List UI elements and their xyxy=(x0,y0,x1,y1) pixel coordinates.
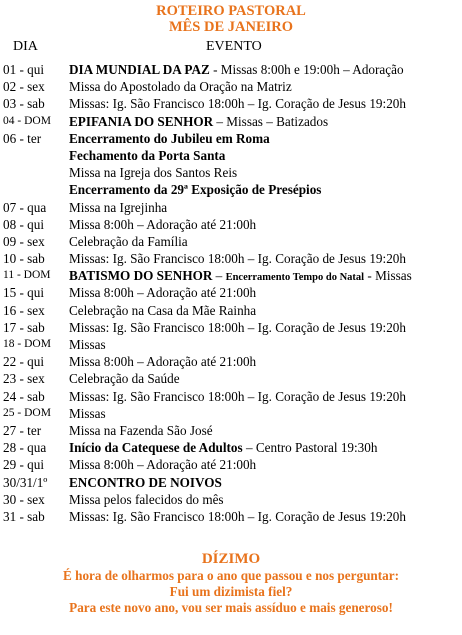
row-date: 30 - sex xyxy=(3,491,45,507)
page-subtitle: MÊS DE JANEIRO xyxy=(168,19,294,35)
event-text: Missas xyxy=(69,337,106,352)
row-date: 18 - DOM xyxy=(3,338,51,350)
row-event xyxy=(69,61,404,78)
row-event xyxy=(69,456,256,473)
row-event xyxy=(69,319,406,336)
row-event xyxy=(69,147,225,164)
schedule-row xyxy=(0,456,462,473)
schedule-row xyxy=(0,130,462,147)
schedule-row xyxy=(0,439,462,456)
footer-line-3: Para este novo ano, vou ser mais assíduo e mais generoso! xyxy=(69,600,393,615)
row-date: 25 - DOM xyxy=(3,406,51,419)
schedule-row xyxy=(0,353,462,370)
event-text: Missa 8:00h – Adoração até 21:00h xyxy=(69,216,257,232)
footer-title: DÍZIMO xyxy=(201,551,261,567)
row-event xyxy=(69,370,180,387)
row-date: 27 - ter xyxy=(3,422,42,438)
event-note: Encerramento Tempo do Natal xyxy=(225,272,365,284)
event-text: Missas xyxy=(69,405,106,421)
schedule-row xyxy=(0,199,462,216)
row-date: 11 - DOM xyxy=(3,269,51,282)
event-highlight: Encerramento do Jubileu em Roma xyxy=(69,130,270,146)
row-date: 03 - sab xyxy=(3,96,45,112)
row-date: 29 - qui xyxy=(3,457,45,473)
schedule-row xyxy=(0,113,462,130)
schedule-row xyxy=(0,61,462,78)
row-event xyxy=(69,439,377,456)
event-text: Missas: Ig. São Francisco 18:00h – Ig. Coração de Jesus 19:20h xyxy=(69,251,406,267)
event-text: Missa pelos falecidos do mês xyxy=(69,491,224,507)
schedule-row xyxy=(0,216,462,233)
event-highlight: Encerramento da 29ª Exposição de Presépios xyxy=(69,182,322,198)
event-text: Missas: Ig. São Francisco 18:00h – Ig. Coração de Jesus 19:20h xyxy=(69,508,406,524)
row-event xyxy=(69,508,406,525)
event-text: – Missas – Batizados xyxy=(213,113,329,129)
schedule-row xyxy=(0,78,462,95)
schedule-row xyxy=(0,319,462,336)
event-text: Missas: Ig. São Francisco 18:00h – Ig. Coração de Jesus 19:20h xyxy=(69,319,406,335)
schedule-row xyxy=(0,233,462,250)
schedule-row xyxy=(0,388,462,405)
row-event xyxy=(69,199,167,216)
event-highlight: Fechamento da Porta Santa xyxy=(69,147,226,163)
event-highlight: Início da Catequese de Adultos xyxy=(69,440,243,456)
event-text: - Missas 8:00h e 19:00h – Adoração xyxy=(209,62,404,77)
row-date: 31 - sab xyxy=(3,508,45,524)
event-text: Missa na Fazenda São José xyxy=(69,422,213,438)
row-date: 28 - qua xyxy=(3,440,47,456)
row-event xyxy=(69,78,292,95)
schedule-row xyxy=(0,508,462,525)
event-highlight: EPIFANIA DO SENHOR xyxy=(69,113,214,129)
row-event xyxy=(69,113,328,130)
event-text: Missa 8:00h – Adoração até 21:00h xyxy=(69,457,257,473)
schedule-row xyxy=(0,95,462,112)
row-date: 17 - sab xyxy=(3,319,45,335)
row-event xyxy=(69,284,256,301)
schedule-row xyxy=(0,284,462,301)
row-event xyxy=(69,353,256,370)
schedule-row xyxy=(0,250,462,267)
event-text: Missas: Ig. São Francisco 18:00h – Ig. Coração de Jesus 19:20h xyxy=(69,388,406,404)
schedule-row xyxy=(0,370,462,387)
schedule-row xyxy=(0,491,462,508)
event-text: Missa 8:00h – Adoração até 21:00h xyxy=(69,354,257,370)
row-event xyxy=(69,181,321,198)
footer-line-1: É hora de olharmos para o ano que passou e nos perguntar: xyxy=(63,568,399,583)
schedule-row xyxy=(0,302,462,319)
schedule-row xyxy=(0,267,462,284)
row-date: 04 - DOM xyxy=(3,114,51,127)
row-date: 08 - qui xyxy=(3,216,45,232)
row-event xyxy=(69,233,188,250)
column-header-event: EVENTO xyxy=(206,39,262,54)
row-event xyxy=(69,250,406,267)
row-date: 16 - sex xyxy=(3,302,45,318)
page-title: ROTEIRO PASTORAL xyxy=(156,3,306,19)
row-event xyxy=(69,474,222,491)
event-text: Celebração da Saúde xyxy=(69,371,180,387)
row-date: 22 - qui xyxy=(3,354,45,370)
event-text: Missas: Ig. São Francisco 18:00h – Ig. Coração de Jesus 19:20h xyxy=(69,96,406,112)
event-text: Celebração da Família xyxy=(69,233,188,249)
row-event xyxy=(69,405,106,422)
row-date: 02 - sex xyxy=(3,79,45,95)
event-text: Missa na Igrejinha xyxy=(69,199,168,215)
footer-line-2: Fui um dizimista fiel? xyxy=(169,584,293,599)
schedule-row xyxy=(0,181,462,198)
schedule-row xyxy=(0,336,462,353)
row-event xyxy=(69,302,256,319)
row-date: 23 - sex xyxy=(3,371,45,387)
event-highlight: BATISMO DO SENHOR xyxy=(69,268,213,284)
row-event xyxy=(69,164,237,181)
schedule-row xyxy=(0,147,462,164)
event-text: Missa do Apostolado da Oração na Matriz xyxy=(69,79,292,95)
event-highlight: ENCONTRO DE NOIVOS xyxy=(69,474,222,490)
schedule-row xyxy=(0,474,462,491)
row-date: 01 - qui xyxy=(3,62,45,77)
row-date: 15 - qui xyxy=(3,285,45,301)
row-event xyxy=(69,95,406,112)
row-date: 09 - sex xyxy=(3,233,45,249)
column-header-day: DIA xyxy=(13,39,38,54)
row-date: 10 - sab xyxy=(3,251,45,267)
schedule-row xyxy=(0,164,462,181)
schedule-row xyxy=(0,405,462,422)
event-text: Missa 8:00h – Adoração até 21:00h xyxy=(69,285,257,301)
row-event xyxy=(69,491,224,508)
row-event xyxy=(69,336,106,353)
row-date: 30/31/1º xyxy=(3,474,48,490)
schedule-row xyxy=(0,422,462,439)
row-event xyxy=(69,388,406,405)
row-event xyxy=(69,422,213,439)
row-date: 06 - ter xyxy=(3,130,42,146)
event-text: – xyxy=(212,268,226,284)
row-event xyxy=(69,130,270,147)
row-date: 24 - sab xyxy=(3,388,45,404)
event-highlight: DIA MUNDIAL DA PAZ xyxy=(69,62,210,77)
event-text: Celebração na Casa da Mãe Rainha xyxy=(69,302,257,318)
row-date: 07 - qua xyxy=(3,199,47,215)
schedule-list xyxy=(0,61,462,525)
row-event xyxy=(69,216,256,233)
event-text: Missa na Igreja dos Santos Reis xyxy=(69,165,238,181)
event-text: – Centro Pastoral 19:30h xyxy=(242,440,378,456)
event-tail: - Missas xyxy=(364,268,412,284)
